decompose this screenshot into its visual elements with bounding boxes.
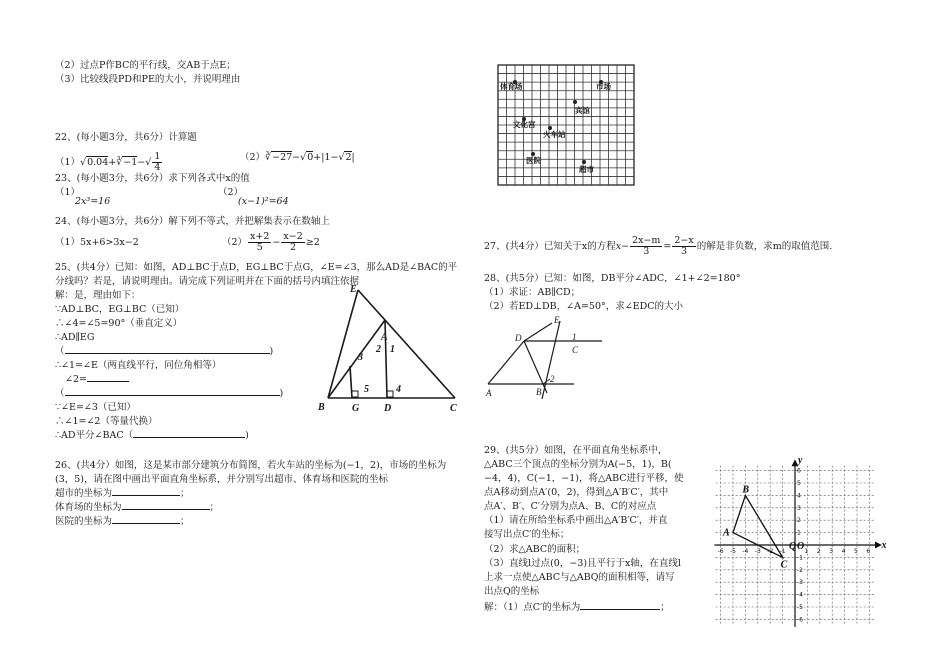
q23-2-label: （2）	[218, 187, 244, 198]
grid-label-Q: Q	[789, 541, 797, 552]
right-angle-D	[387, 391, 393, 397]
q26-answer-hospital[interactable]: 医院的坐标为 ；	[55, 516, 190, 527]
q29-line-3: 点A移动到点A′(0，2)，得到△A′B′C′，其中	[484, 487, 669, 498]
q25-step-8: ∵∠E=∠3（已知）	[55, 402, 136, 413]
grid-label-O: O	[797, 541, 805, 552]
map-label-culture-palace: 文化宫	[513, 120, 536, 129]
q29-answer-label: 解：（1）点C′的坐标为	[484, 602, 581, 613]
line-AB	[328, 320, 385, 398]
q25-step-2: ∴∠4=∠5=90°（垂直定义）	[55, 318, 183, 329]
q24-2-frac2-num: x−2	[283, 231, 303, 242]
label-B: B	[318, 402, 325, 413]
q25-conclusion: ∴AD平分∠BAC（	[55, 430, 134, 441]
q27-frac1-den: 3	[643, 246, 650, 257]
map-label-train-station: 火车站	[543, 130, 566, 139]
grid-label-C: C	[780, 559, 788, 571]
label-E-top: E	[350, 284, 357, 295]
y-tick-label: 6	[797, 467, 801, 475]
q25-answer-blank-3[interactable]	[65, 395, 280, 396]
q23-2-eq: (x−1)²=64	[238, 196, 289, 207]
q22-1-num: 1	[154, 151, 161, 162]
q23-1-eq: 2x³=16	[75, 196, 111, 207]
label-D: D	[384, 403, 392, 414]
y-tick-label: -5	[797, 604, 803, 611]
y-tick-label: 5	[797, 480, 801, 487]
q25-answer-blank-4[interactable]	[133, 437, 245, 438]
q27-post: 的解是非负数，求m的取值范围.	[696, 241, 833, 252]
q24-2-frac1-num: x+2	[250, 231, 270, 242]
q25-paren-open: （	[55, 346, 65, 357]
q25-step-10[interactable]: ∴AD平分∠BAC（ )	[55, 430, 249, 441]
q25-step-3: ∴AD∥EG	[55, 332, 95, 343]
q28-label-2: 2	[550, 374, 555, 384]
q26-stadium-blank[interactable]	[122, 509, 210, 510]
q21-part2: （2）过点P作BC的平行线，交AB于点E；	[55, 60, 236, 71]
q24-2-frac1-den: 5	[256, 242, 263, 253]
line-DA	[488, 341, 524, 384]
q29-line-5: （1）请在所给坐标系中画出△A′B′C′，并直	[484, 515, 668, 526]
grid-label-A: A	[723, 527, 730, 539]
x-tick-label: -5	[730, 548, 736, 555]
q26-map-grid	[488, 57, 638, 189]
q29-line-8: （3）直线l过点(0，−3)且平行于x轴，在直线l	[484, 558, 681, 569]
x-tick-label: 2	[816, 548, 821, 555]
q25-step-1: ∵AD⊥BC，EG⊥BC（已知）	[55, 304, 185, 315]
q26-line2: (3，5)，请在图中画出平面直角坐标系，并分别写出超市、体育场和医院的坐标	[55, 474, 389, 485]
y-tick-label: 1	[797, 529, 801, 537]
y-tick-label: 2	[797, 517, 801, 525]
q22-2-label: （2）	[240, 152, 266, 163]
x-tick-label: -2	[767, 548, 774, 555]
q27: 27、(共4分）已知关于x的方程x− $\frac{2x-m}{3}$ = $\frac{2-x}{3}$ 的解是非负数，求m的取值范围.	[484, 235, 833, 257]
q29-coordinate-grid	[706, 452, 896, 634]
q28-label-D: D	[515, 333, 522, 343]
x-tick-label: -6	[717, 548, 724, 555]
map-label-hotel: 宾馆	[575, 106, 590, 115]
q22-1-label: （1）	[55, 157, 81, 168]
line-ED	[524, 323, 552, 341]
x-arrow	[876, 543, 881, 548]
q25-step-7[interactable]: （ )	[55, 388, 284, 399]
q25-step-0: 解：是，理由如下：	[55, 290, 141, 301]
label-G: G	[352, 403, 360, 414]
q27-frac1-num: 2x−m	[632, 235, 661, 246]
q26-supermarket-blank[interactable]	[112, 495, 180, 496]
q27-frac2-num: 2−x	[674, 235, 694, 246]
line-DB	[524, 341, 547, 393]
q29-line-4: 点A′、B′、C′分别为点A、B、C的对应点	[484, 501, 657, 512]
dot-hotel	[573, 100, 577, 104]
q26-hospital-label: 医院的坐标为	[55, 516, 113, 527]
y-tick-label: 4	[797, 492, 801, 500]
right-angle-G	[352, 391, 358, 397]
q24-part1: （1）5x+6>3x−2	[55, 237, 139, 248]
q29-line-7: （2）求△ABC的面积；	[484, 544, 586, 555]
y-tick-label: -3	[797, 579, 803, 587]
q27-pre: 27、(共4分）已知关于x的方程	[484, 241, 616, 252]
q25-step-5: ∴∠1=∠E（两直线平行，同位角相等）	[55, 360, 222, 371]
q22-1-rad1: 0.04	[87, 157, 109, 168]
q28-label-A: A	[486, 388, 492, 398]
map-label-stadium: 体育场	[500, 82, 523, 91]
q29-answer-blank[interactable]	[580, 609, 660, 610]
q28-part1: （1）求证：AB∥CD；	[484, 287, 581, 298]
x-tick-label: -3	[754, 548, 761, 555]
q28-title: 28、(共5分）已知：如图，DB平分∠ADC，∠1+∠2=180°	[484, 273, 741, 284]
q28-figure	[484, 313, 614, 401]
q25-line2: 分线吗？若是，请说明理由。请完成下列证明并在下面的括号内填注依据	[55, 276, 360, 287]
label-4: 4	[396, 384, 401, 395]
q25-step-4[interactable]: （ )	[55, 346, 274, 357]
label-1: 1	[390, 344, 395, 355]
q27-frac2-den: 3	[681, 246, 688, 257]
y-arrow	[793, 461, 798, 466]
q24-2-label: （2）	[222, 237, 248, 248]
x-tick-label: 6	[866, 548, 871, 555]
q26-supermarket-label: 超市的坐标为	[55, 488, 113, 499]
map-label-hospital: 医院	[526, 156, 541, 165]
q25-answer-blank-2[interactable]	[87, 381, 129, 382]
grid-label-x: x	[881, 540, 887, 551]
label-5: 5	[364, 384, 369, 395]
q22-2-abs1: 1	[324, 152, 331, 163]
q28-label-1: 1	[572, 332, 577, 342]
q25-angle2: ∠2=	[65, 374, 87, 385]
q25-step-6[interactable]	[65, 374, 129, 386]
q22-2-abs2: 2	[345, 152, 352, 163]
x-tick-label: 3	[829, 548, 834, 555]
q26-hospital-blank[interactable]	[112, 523, 180, 524]
q24-title: 24、(每小题3分，共6分）解下列不等式，并把解集表示在数轴上	[55, 216, 330, 227]
grid-label-B: B	[742, 484, 750, 496]
dot-supermarket	[582, 160, 586, 164]
q24-2-frac2-den: 2	[290, 242, 297, 253]
y-tick-label: -1	[797, 554, 803, 562]
q26-answer-stadium[interactable]: 体育场的坐标为 ；	[55, 502, 220, 513]
q29-line-10: 出点Q的坐标	[484, 586, 540, 597]
q22-2-rad2: 0	[307, 152, 314, 163]
q22-1-den: 4	[154, 162, 161, 173]
q22-part2: （2）∛−27−√0+|1−√2|	[240, 152, 355, 163]
q22-1-rad2: −1	[123, 157, 138, 168]
y-tick-label: -4	[797, 591, 803, 599]
x-tick-label: 4	[841, 548, 846, 555]
label-A: A	[381, 332, 388, 343]
grid-label-y: y	[798, 455, 803, 467]
map-label-market: 市场	[596, 82, 611, 91]
line-EC	[358, 290, 455, 398]
q26-stadium-label: 体育场的坐标为	[55, 502, 122, 513]
q25-triangle-figure	[310, 278, 470, 418]
label-2: 2	[376, 344, 381, 355]
q25-step-9: ∴∠1=∠2（等量代换）	[55, 416, 158, 427]
y-tick-label: -2	[797, 566, 803, 574]
q29-line-2: −4，4)，C(−1，−1)，将△ABC进行平移，使	[484, 473, 684, 484]
x-tick-label: 1	[804, 548, 809, 555]
x-tick-label: -4	[742, 548, 749, 555]
q26-line1: 26、(共4分）如图，这是某市部分建筑分布简图，若火车站的坐标为(−1，2)，市场的坐标为	[55, 460, 447, 471]
q28-part2: （2）若ED⊥DB，∠A=50°，求∠EDC的大小	[484, 301, 684, 312]
q28-label-E: E	[554, 315, 560, 325]
label-C: C	[450, 403, 457, 414]
q26-answer-supermarket[interactable]: 超市的坐标为 ；	[55, 488, 190, 499]
q25-line1: 25、(共4分）已知：如图，AD⊥BC于点D，EG⊥BC于点G，∠E=∠3，那么AD是∠BAC的平	[55, 262, 458, 273]
q29-line-11[interactable]: 解：（1）点C′的坐标为 ；	[484, 602, 670, 613]
q22-part1: （1）√0.04+∛−1−√ $\frac{1}{4}$	[55, 151, 161, 173]
q25-answer-blank-1[interactable]	[65, 353, 270, 354]
line-transversal	[542, 321, 560, 399]
q24-2-rhs: ≥2	[305, 237, 320, 248]
q21-part3: （3）比较线段PD和PE的大小，并说明理由	[55, 74, 241, 85]
q25-paren-open-2: （	[55, 388, 65, 399]
q23-title: 23、(每小题3分，共6分）求下列各式中x的值	[55, 173, 250, 184]
q28-label-B: B	[536, 387, 542, 397]
q24-part2: （2） $\frac{x+2}{5}$ − $\frac{x-2}{2}$ ≥2	[222, 231, 320, 253]
q22-2-rad1: −27	[272, 152, 293, 163]
q29-line-6: 接写出点C′的坐标；	[484, 529, 570, 540]
q29-line-1: △ABC三个顶点的坐标分别为A(−5，1)，B(	[484, 459, 672, 470]
q22-title: 22、(每小题3分，共6分）计算题	[55, 132, 197, 143]
x-tick-label: -1	[779, 548, 786, 555]
q29-line-9: 上求一点使△ABC与△ABQ的面积相等，请写	[484, 572, 675, 583]
map-label-supermarket: 超市	[579, 165, 594, 174]
y-tick-label: 3	[797, 504, 801, 512]
y-tick-label: -6	[797, 616, 803, 624]
q29-line-0: 29、(共5分）如图，在平面直角坐标系中，	[484, 445, 668, 456]
q28-label-C: C	[572, 345, 579, 355]
q23-1-label: （1）	[55, 187, 81, 198]
line-BE	[328, 290, 358, 398]
x-tick-label: 5	[854, 548, 858, 555]
label-3: 3	[358, 352, 363, 363]
